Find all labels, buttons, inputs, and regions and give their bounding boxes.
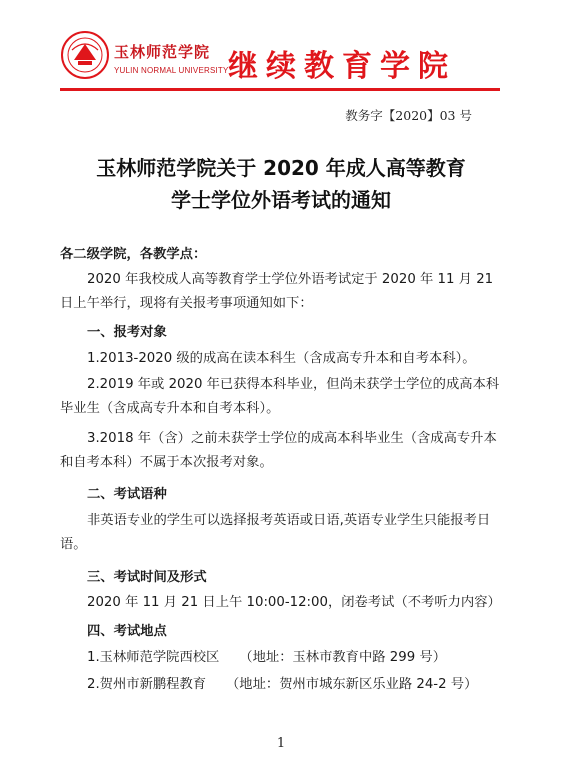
- section-1-heading: 一、报考对象: [87, 325, 167, 340]
- header-rule: [60, 88, 500, 91]
- section-3-heading: 三、考试时间及形式: [87, 570, 207, 585]
- section-2-text: 非英语专业的学生可以选择报考英语或日语,英语专业学生只能报考日语。: [60, 513, 491, 552]
- college-name: 继续教育学院: [228, 49, 456, 84]
- title-line-2: 学士学位外语考试的通知: [171, 188, 391, 212]
- section-2-heading: 二、考试语种: [87, 487, 167, 502]
- university-seal-icon: [60, 30, 110, 80]
- university-name-cn: 玉林师范学院: [114, 43, 211, 61]
- salutation: 各二级学院，各教学点：: [60, 247, 207, 262]
- section-1-item-1: 1.2013-2020 级的成高在读本科生（含成高专升本和自考本科）。: [87, 351, 476, 366]
- title-line-1: 玉林师范学院关于 2020 年成人高等教育: [96, 156, 466, 180]
- university-name-en: YULIN NORMAL UNIVERSITY: [114, 66, 229, 75]
- page-number: 1: [276, 736, 286, 751]
- section-1-item-3: 3.2018 年（含）之前未获学士学位的成高本科毕业生（含成高专升本和自考本科）不属于本次报考对象。: [60, 431, 497, 470]
- section-4-item-2: 2.贺州市新鹏程教育 （地址：贺州市城东新区乐业路 24-2 号）: [87, 677, 478, 692]
- section-1-item-2: 2.2019 年或 2020 年已获得本科毕业，但尚未获学士学位的成高本科毕业生（含成高专升本和自考本科）。: [60, 377, 500, 416]
- section-4-item-1: 1.玉林师范学院西校区 （地址：玉林市教育中路 299 号）: [87, 650, 446, 665]
- document-number: 教务字【2020】03 号: [345, 108, 472, 123]
- section-4-heading: 四、考试地点: [87, 624, 167, 639]
- intro-paragraph: 2020 年我校成人高等教育学士学位外语考试定于 2020 年 11 月 21 日上午举行，现将有关报考事项通知如下：: [60, 272, 494, 311]
- section-3-text: 2020 年 11 月 21 日上午 10:00-12:00，闭卷考试（不考听力内容）: [87, 595, 501, 610]
